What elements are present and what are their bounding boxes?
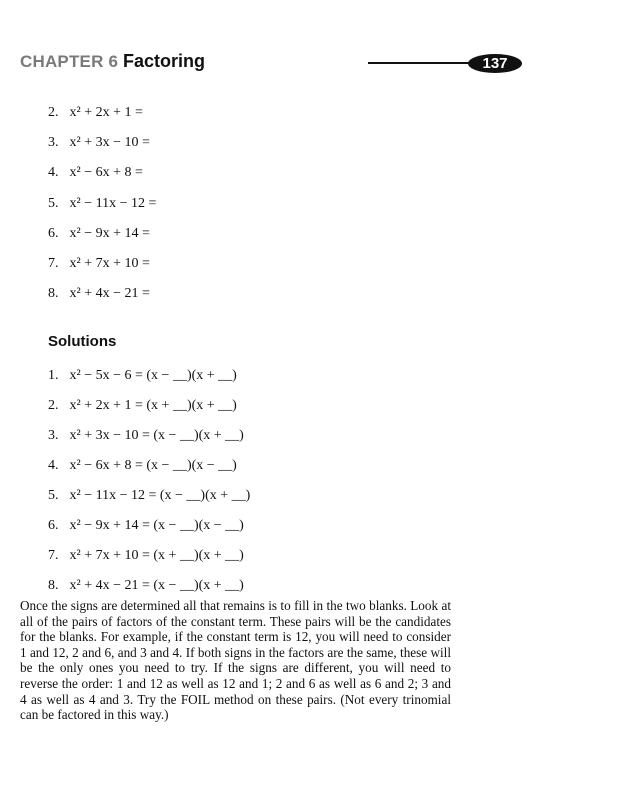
problem-item [48,164,143,182]
header-rule [368,62,478,64]
solution-expression: x² − 5x − 6 = (x − __)(x + __) [69,368,237,383]
explanation-paragraph: Once the signs are determined all that remains is to fill in the two blanks. Look at all of the pairs of factors of the constant term. These pairs will be the candidates for the blanks. For example, if the constant term is 12, you will need to consider 1 and 12, 2 and 6, and 3 and 4. If both signs in the factors are the same, these will be the only ones you need to try. If the signs are different, you will need to reverse the order: 1 and 12 as well as 12 and 1; 2 and 6 as well as 6 and 2; 3 and 4 as well as 4 and 3. Try the FOIL method on these pairs. (Not every trinomial can be factored in this way.) [20,598,451,723]
problem-item [48,104,143,122]
problem-number: 3. [48,135,59,150]
solution-expression: x² + 4x − 21 = (x − __)(x + __) [69,578,244,593]
solution-number: 6. [48,518,59,533]
solution-number: 1. [48,368,59,383]
solution-number: 7. [48,548,59,563]
chapter-label: CHAPTER 6 [20,52,119,71]
solution-expression: x² − 9x + 14 = (x − __)(x − __) [69,518,244,533]
solution-item [48,397,237,415]
solution-number: 4. [48,458,59,473]
problem-number: 4. [48,165,59,180]
solution-number: 5. [48,488,59,503]
solution-item [48,547,244,565]
solution-expression: x² − 11x − 12 = (x − __)(x + __) [69,488,251,503]
solution-expression: x² + 3x − 10 = (x − __)(x + __) [69,428,244,443]
solution-item [48,487,250,505]
solution-number: 8. [48,578,59,593]
problem-number: 2. [48,105,59,120]
solution-expression: x² − 6x + 8 = (x − __)(x − __) [69,458,237,473]
solution-item [48,577,244,595]
solution-number: 3. [48,428,59,443]
problem-expression: x² − 9x + 14 = [69,226,150,241]
solution-item [48,367,237,385]
solutions-heading: Solutions [48,333,117,350]
solution-item [48,427,244,445]
solution-expression: x² + 7x + 10 = (x + __)(x + __) [69,548,244,563]
problem-number: 5. [48,196,59,211]
problem-item [48,134,150,152]
problem-expression: x² + 7x + 10 = [69,256,150,271]
chapter-title: Factoring [123,51,206,71]
problem-item [48,225,150,243]
problem-expression: x² − 6x + 8 = [69,165,143,180]
page-number-badge: 137 [468,54,522,73]
solution-item [48,457,237,475]
problem-number: 8. [48,286,59,301]
solution-expression: x² + 2x + 1 = (x + __)(x + __) [69,398,237,413]
problem-expression: x² + 4x − 21 = [69,286,150,301]
problem-expression: x² + 3x − 10 = [69,135,150,150]
problem-item [48,255,150,273]
problem-expression: x² − 11x − 12 = [69,196,157,211]
problem-item [48,195,156,213]
problem-number: 7. [48,256,59,271]
solution-number: 2. [48,398,59,413]
solution-item [48,517,244,535]
problem-item [48,285,150,303]
problem-expression: x² + 2x + 1 = [69,105,143,120]
problem-number: 6. [48,226,59,241]
